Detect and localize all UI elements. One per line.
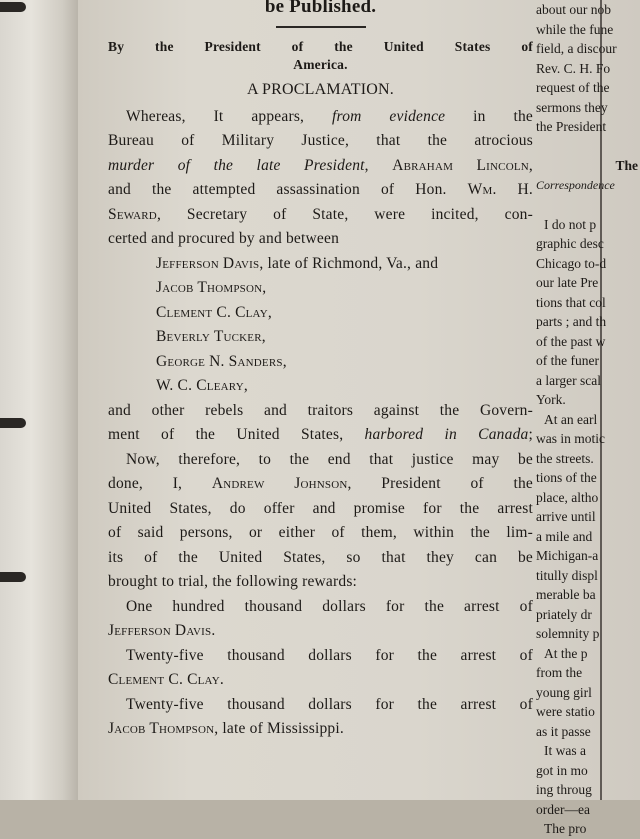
reward-name: Jacob Thompson, late of Mississippi. (108, 720, 344, 737)
right-column-line: from the (536, 665, 583, 680)
right-column-line: was in motic (536, 431, 605, 446)
right-column-line: while the fune (536, 21, 614, 37)
conspirator-name: Clement C. Clay, (156, 303, 272, 321)
right-column-line: tions that col (536, 294, 606, 310)
right-column-line: arrive until (536, 509, 596, 524)
right-column-line: Correspondence (536, 177, 615, 192)
binding-hole (0, 572, 26, 582)
conspirator-list (108, 252, 533, 399)
right-column-line: of the past w (536, 333, 606, 349)
text-line: murder of the late President, Abraham Lincoln, (108, 156, 533, 174)
text-line: United States, do offer and promise for the arrest (108, 499, 533, 517)
right-column-line: the streets. (536, 450, 594, 466)
right-column-line: York. (536, 392, 566, 407)
text-line: Bureau of Military Justice, that the atrocious (108, 132, 533, 149)
right-column-line: as it passe (536, 723, 591, 739)
right-column-line: tions of the (536, 470, 597, 485)
conspirator-name: W. C. Cleary, (156, 377, 248, 394)
right-column-line: The pro (544, 821, 587, 836)
main-column (108, 0, 533, 800)
conspirator-name: George N. Sanders, (156, 352, 287, 370)
right-column-line: the President (536, 119, 607, 134)
conspirator-name: Jefferson Davis, late of Richmond, Va., and (156, 254, 439, 272)
right-column-line: priately dr (536, 606, 592, 622)
reward-name: Clement C. Clay. (108, 671, 224, 688)
text-line: certed and procured by and between (108, 230, 340, 247)
right-column-line: our late Pre (536, 275, 599, 290)
right-column-line: ing throug (536, 782, 592, 797)
reward-list (108, 595, 533, 742)
right-column-line: Michigan-a (536, 548, 599, 563)
text-line: and other rebels and traitors against the Govern- (108, 401, 533, 419)
paragraph-now-therefore (108, 448, 533, 595)
right-column-line: graphic desc (536, 236, 604, 251)
reward-line: Twenty-five thousand dollars for the arrest of (126, 646, 533, 664)
paragraph-whereas (108, 105, 533, 252)
right-column-line: were statio (536, 704, 595, 719)
right-column-line: a larger scal (536, 372, 601, 388)
binding-hole (0, 418, 26, 428)
right-column-line: At the p (544, 645, 588, 661)
right-column-line: parts ; and th (536, 314, 607, 329)
right-column-line: order—ea (536, 801, 590, 817)
reward-line: Twenty-five thousand dollars for the arrest of (126, 695, 533, 713)
page-margin-left (0, 0, 78, 800)
right-column (536, 0, 640, 836)
right-column-line: of the funer (536, 353, 599, 368)
right-column-line (536, 137, 640, 157)
proclamation-title: A PROCLAMATION. (246, 81, 394, 98)
reward-name: Jefferson Davis. (108, 622, 216, 639)
text-line: ment of the United States, harbored in Canada; (108, 426, 533, 443)
headline: be Published. (264, 0, 377, 17)
right-column-line: young girl (536, 684, 592, 700)
right-column-line: Rev. C. H. Fo (536, 60, 611, 76)
right-column-line: solemnity p (536, 626, 600, 641)
byline: America. (293, 57, 348, 72)
text-line: of said persons, or either of them, within the lim- (108, 524, 533, 541)
right-column-line: It was a (544, 743, 586, 758)
conspirator-name: Beverly Tucker, (156, 328, 266, 345)
right-column-line (536, 195, 640, 215)
binding-hole (0, 2, 26, 12)
reward-line: One hundred thousand dollars for the arrest of (126, 597, 533, 615)
right-column-line: a mile and (536, 528, 593, 544)
text-line: and the attempted assassination of Hon. Wm. H. (108, 181, 533, 198)
right-column-line: merable ba (536, 587, 596, 602)
right-column-line: Chicago to-d (536, 255, 607, 271)
text-line: Now, therefore, to the end that justice may be (126, 450, 533, 468)
right-column-line: got in mo (536, 762, 588, 778)
right-column-line: titully displ (536, 567, 598, 583)
right-column-line: The (615, 158, 638, 173)
conspirator-name: Jacob Thompson, (156, 279, 267, 296)
text-line: Seward, Secretary of State, were incited, con- (108, 205, 533, 223)
paragraph-traitors (108, 399, 533, 448)
right-column-line: At an earl (544, 411, 598, 427)
headline-rule (276, 26, 366, 28)
right-column-line: place, altho (536, 489, 599, 505)
right-column-line: I do not p (544, 216, 597, 232)
text-line: Whereas, It appears, from evidence in the (126, 107, 533, 125)
right-column-line: about our nob (536, 2, 611, 17)
right-column-line: sermons they (536, 99, 608, 115)
text-line: done, I, Andrew Johnson, President of the (108, 475, 533, 492)
right-column-line: request of the (536, 80, 610, 95)
text-line: its of the United States, so that they can be (108, 548, 533, 566)
byline: By the President of the United States of (108, 39, 533, 54)
right-column-line: field, a discour (536, 41, 617, 56)
text-line: brought to trial, the following rewards: (108, 573, 358, 590)
